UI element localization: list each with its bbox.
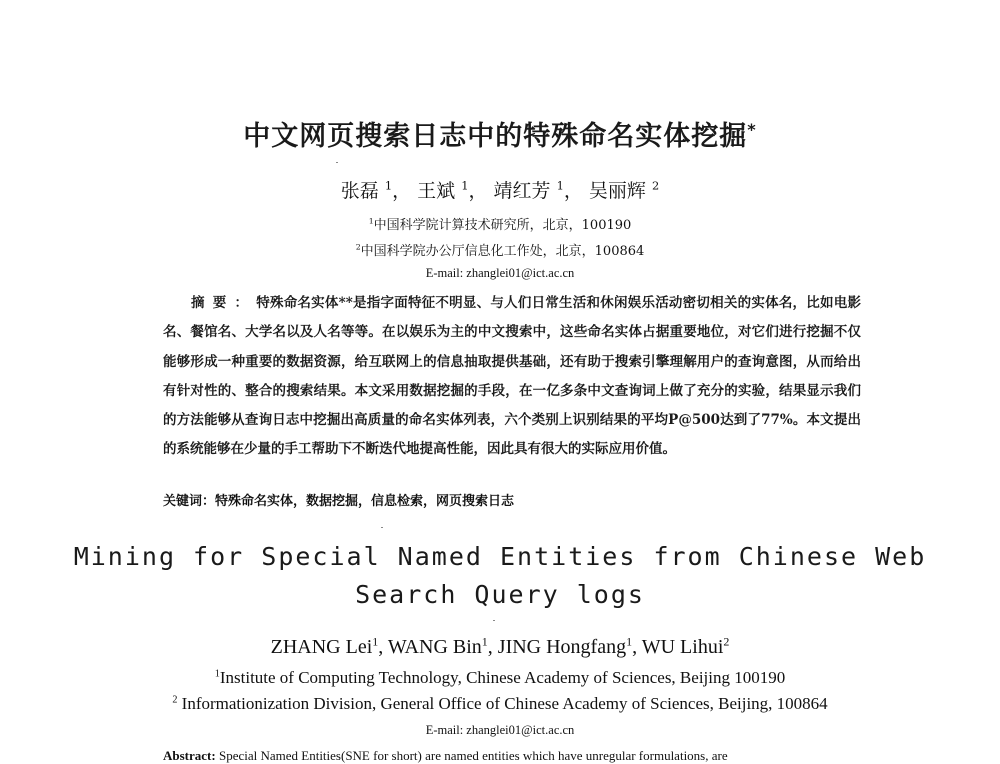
- chinese-keywords: [163, 490, 514, 509]
- chinese-title: [0, 114, 1000, 153]
- en-affiliation-2: $^2$ Informationization Division, General Office of Chinese Academy of Sciences, Beijing, 100864: [172, 694, 828, 713]
- cn-author: 王斌 $^1$: [417, 178, 469, 202]
- title-footnote-mark: *: [747, 120, 757, 139]
- scan-speck: [493, 620, 495, 621]
- english-title-line: Search Query logs: [355, 580, 645, 609]
- en-author: WU Lihui$^2$: [641, 634, 730, 658]
- en-email: E-mail: zhanglei01@ict.ac.cn: [425, 723, 575, 737]
- english-title: [0, 538, 1000, 614]
- scan-speck: [381, 527, 383, 528]
- cn-affiliation-1: $^1$中国科学院计算技术研究所，北京，100190: [368, 216, 632, 233]
- en-author: WANG Bin$^1$: [387, 634, 488, 658]
- en-affiliation-1: $^1$Institute of Computing Technology, Chinese Academy of Sciences, Beijing 100190: [214, 668, 786, 687]
- chinese-abstract: [163, 289, 861, 465]
- chinese-authors: 张磊 $^1$， 王斌 $^1$， 靖红芳 $^1$， 吴丽辉 $^2$: [340, 178, 660, 202]
- en-abstract-label: Abstract:: [163, 748, 216, 763]
- abstract-body: 特殊命名实体**是指字面特征不明显、与人们日常生活和休闲娱乐活动密切相关的实体名，比如电影名、餐馆名、大学名以及人名等等。在以娱乐为主的中文搜索中，这些命名实体占据重要地位，对它们进行挖掘不仅能够形成一种重要的数据资源，给互联网上的信息抽取提供基础，还有助于搜索引擎理解用户的查询意图，从而给出有针对性的、整合的搜索结果。本文采用数据挖掘的手段，在一亿多条中文查询词上做了充分的实验，结果显示我们的方法能够从查询日志中挖掘出高质量的命名实体列表，六个类别上识别结果的平均P@500达到了77%。本文提出的系统能够在少量的手工帮助下不断迭代地提高性能，因此具有很大的实际应用价值。: [163, 295, 862, 458]
- cn-affiliation-2: $^2$中国科学院办公厅信息化工作处，北京，100864: [355, 242, 645, 259]
- keywords-label: 关键词：: [163, 494, 216, 509]
- cn-email: E-mail: zhanglei01@ict.ac.cn: [425, 266, 575, 280]
- cn-author: 靖红芳 $^1$: [493, 178, 564, 202]
- chinese-title-text: 中文网页搜索日志中的特殊命名实体挖掘: [243, 121, 748, 152]
- cn-author: 张磊 $^1$: [340, 178, 393, 202]
- english-abstract: [163, 748, 861, 764]
- keywords-text: 特殊命名实体，数据挖掘，信息检索，网页搜索日志: [215, 494, 515, 509]
- abstract-label: 摘要：: [191, 295, 257, 311]
- en-abstract-body: Special Named Entities(SNE for short) are named entities which have unregular formulations, are: [215, 748, 728, 763]
- en-author: ZHANG Lei$^1$: [270, 634, 379, 658]
- cn-author: 吴丽辉 $^2$: [588, 178, 660, 202]
- english-title-line: Mining for Special Named Entities from Chinese Web: [73, 542, 927, 571]
- english-authors: ZHANG Lei$^1$, WANG Bin$^1$, JING Hongfang$^1$, WU Lihui$^2$: [270, 634, 730, 658]
- en-author: JING Hongfang$^1$: [497, 634, 633, 658]
- scan-speck: [336, 162, 338, 163]
